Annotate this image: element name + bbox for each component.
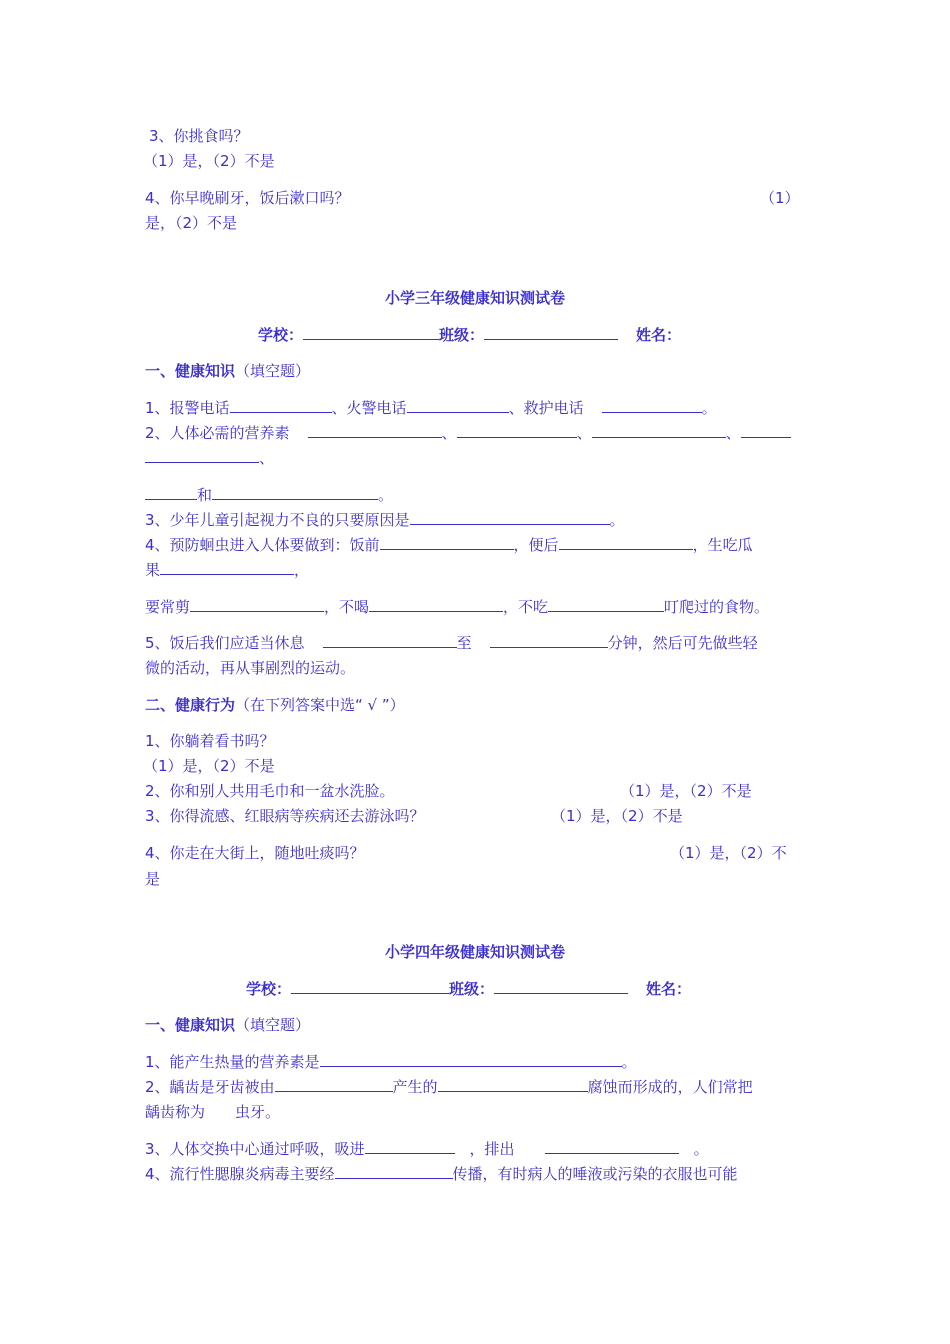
- text: 4、预防蛔虫进入人体要做到：饭前: [145, 536, 380, 554]
- section-title: 二、健康行为: [145, 696, 236, 714]
- text: 2、龋齿是牙齿被由: [145, 1078, 275, 1096]
- text: 、: [259, 449, 275, 467]
- blank[interactable]: [407, 398, 509, 413]
- text: ，不喝: [324, 598, 370, 616]
- blank[interactable]: [548, 597, 664, 612]
- blank[interactable]: [490, 633, 608, 648]
- grade3-behavior-1-options: （1）是，（2）不是: [143, 757, 275, 775]
- question-4: 4、你早晚刷牙，饭后漱口吗？: [145, 189, 350, 207]
- text: 1、能产生热量的营养素是: [145, 1053, 320, 1071]
- text: ，生吃瓜: [692, 536, 753, 554]
- school-blank[interactable]: [291, 979, 449, 994]
- grade3-header-line: [258, 325, 681, 345]
- name-label: 姓名：: [646, 980, 692, 998]
- grade3-behavior-3: 3、你得流感、红眼病等疾病还去游泳吗？: [145, 807, 425, 825]
- blank[interactable]: [190, 597, 324, 612]
- question-4-option-a: （1）: [760, 189, 800, 207]
- blank[interactable]: [308, 423, 442, 438]
- text: 。: [609, 511, 625, 529]
- grade3-fill-4: [145, 535, 753, 555]
- blank[interactable]: [369, 597, 503, 612]
- text: 4、流行性腮腺炎病毒主要经: [145, 1165, 335, 1183]
- class-blank[interactable]: [494, 979, 628, 994]
- blank[interactable]: [410, 510, 610, 525]
- blank[interactable]: [380, 535, 514, 550]
- grade3-behavior-1: 1、你躺着看书吗？: [145, 732, 275, 750]
- grade3-behavior-4: 4、你走在大街上，随地吐痰吗？: [145, 844, 365, 862]
- text: 果: [145, 561, 161, 579]
- blank[interactable]: [438, 1077, 588, 1092]
- grade3-behavior-4-tail: 是: [145, 870, 161, 888]
- text: ，排出: [454, 1140, 515, 1158]
- school-blank[interactable]: [303, 325, 439, 340]
- grade3-fill-2-end: [145, 485, 393, 505]
- text: 、: [576, 424, 592, 442]
- text: 。: [678, 1140, 709, 1158]
- blank[interactable]: [145, 485, 197, 500]
- text: 、: [725, 424, 741, 442]
- text: 至: [456, 634, 472, 652]
- grade3-section1-heading: [145, 361, 310, 381]
- grade3-behavior-4-options: （1）是，（2）不: [670, 844, 787, 862]
- grade4-fill-2: [145, 1077, 753, 1097]
- blank[interactable]: [457, 423, 577, 438]
- blank[interactable]: [160, 560, 294, 575]
- text: ，不吃: [503, 598, 549, 616]
- grade3-fill-2: [145, 423, 791, 443]
- class-label: 班级：: [439, 326, 485, 344]
- text: 传播，有时病人的唾液或污染的衣服也可能: [452, 1165, 738, 1183]
- text: 、: [441, 424, 457, 442]
- blank[interactable]: [212, 485, 378, 500]
- blank[interactable]: [145, 448, 259, 463]
- text: ，便后: [513, 536, 559, 554]
- grade3-section2-heading: [145, 695, 405, 715]
- section-note: （填空题）: [235, 1016, 311, 1034]
- grade3-fill-5-cont: 微的活动，再从事剧烈的运动。: [145, 659, 356, 677]
- grade4-fill-4: [145, 1164, 738, 1184]
- question-4-option-b: 是，（2）不是: [145, 214, 238, 232]
- grade4-title: 小学四年级健康知识测试卷: [384, 943, 565, 961]
- section-title: 一、健康知识: [145, 1016, 236, 1034]
- text: 、救护电话: [508, 399, 584, 417]
- text: 分钟，然后可先做些轻: [607, 634, 758, 652]
- blank[interactable]: [602, 398, 702, 413]
- grade3-fill-2-cont: [145, 448, 274, 468]
- grade3-fill-4-cont: [145, 560, 309, 580]
- grade4-fill-3: [145, 1139, 709, 1159]
- grade3-title: 小学三年级健康知识测试卷: [384, 289, 565, 307]
- grade4-fill-2-cont: 龋齿称为 虫牙。: [145, 1103, 281, 1121]
- section-title: 一、健康知识: [145, 362, 236, 380]
- class-label: 班级：: [449, 980, 495, 998]
- blank[interactable]: [230, 398, 332, 413]
- grade3-behavior-3-options: （1）是，（2）不是: [551, 807, 683, 825]
- text: 腐蚀而形成的，人们常把: [587, 1078, 753, 1096]
- text: 。: [701, 399, 717, 417]
- grade3-fill-5: [145, 633, 758, 653]
- grade3-fill-4-end: [145, 597, 769, 617]
- text: 叮爬过的食物。: [664, 598, 770, 616]
- text: 3、少年儿童引起视力不良的只要原因是: [145, 511, 410, 529]
- school-label: 学校：: [258, 326, 304, 344]
- text: 1、报警电话: [145, 399, 230, 417]
- grade3-behavior-2: 2、你和别人共用毛巾和一盆水洗脸。: [145, 782, 395, 800]
- blank[interactable]: [323, 633, 457, 648]
- class-blank[interactable]: [484, 325, 618, 340]
- text: 。: [621, 1053, 637, 1071]
- grade4-section1-heading: [145, 1015, 310, 1035]
- blank[interactable]: [275, 1077, 393, 1092]
- text: 产生的: [392, 1078, 438, 1096]
- grade3-fill-3: [145, 510, 625, 530]
- blank[interactable]: [320, 1052, 622, 1067]
- text: 。: [378, 486, 394, 504]
- text: 和: [197, 486, 213, 504]
- question-3: 3、你挑食吗？: [149, 127, 249, 145]
- name-label: 姓名：: [636, 326, 682, 344]
- grade4-header-line: [246, 979, 691, 999]
- blank[interactable]: [592, 423, 726, 438]
- grade4-fill-1: [145, 1052, 637, 1072]
- text: 、火警电话: [331, 399, 407, 417]
- blank[interactable]: [741, 423, 791, 438]
- blank[interactable]: [335, 1164, 453, 1179]
- grade3-fill-1: [145, 398, 717, 418]
- blank[interactable]: [545, 1139, 679, 1154]
- text: 要常剪: [145, 598, 191, 616]
- grade3-behavior-2-options: （1）是，（2）不是: [620, 782, 752, 800]
- text: 2、人体必需的营养素: [145, 424, 290, 442]
- question-3-options: （1）是，（2）不是: [143, 152, 275, 170]
- text: 3、人体交换中心通过呼吸，吸进: [145, 1140, 365, 1158]
- section-note: （在下列答案中选“ √ ”）: [235, 696, 405, 714]
- text: ，: [294, 561, 310, 579]
- section-note: （填空题）: [235, 362, 311, 380]
- text: 5、饭后我们应适当休息: [145, 634, 305, 652]
- blank[interactable]: [365, 1139, 455, 1154]
- school-label: 学校：: [246, 980, 292, 998]
- blank[interactable]: [559, 535, 693, 550]
